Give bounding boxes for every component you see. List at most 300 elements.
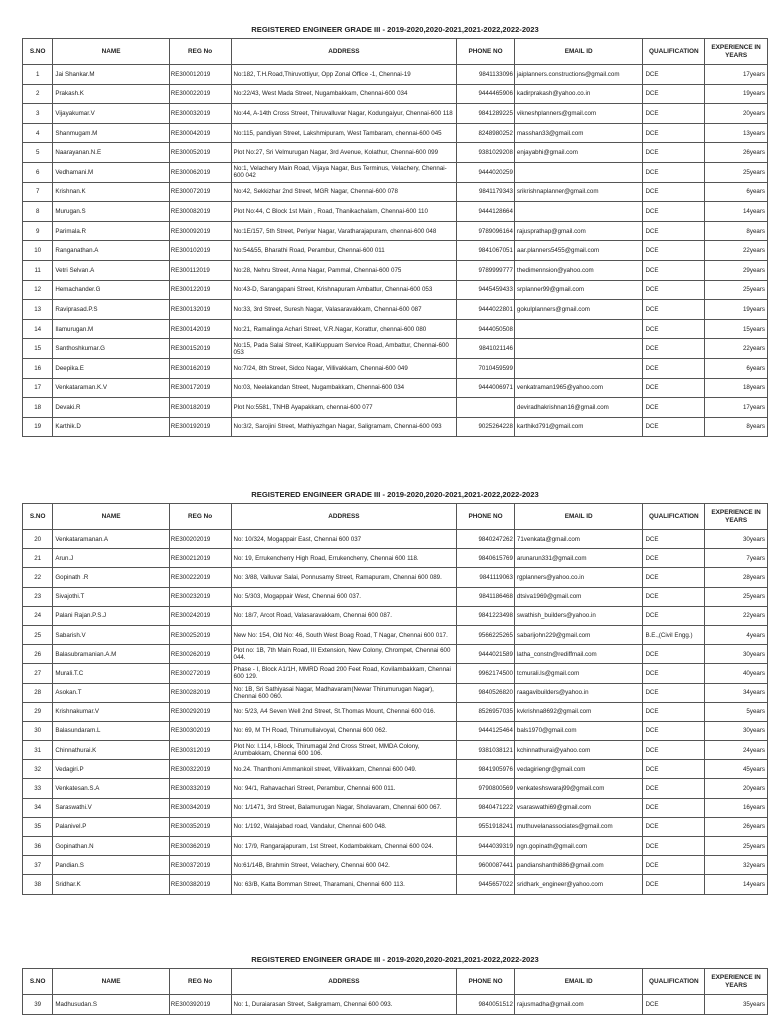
register-section-1 [22,22,768,437]
cell-name: Saraswathi.V [53,798,169,817]
cell-sno: 17 [23,378,53,398]
cell-phone: 9840526820 [457,683,515,702]
cell-phone: 9840471222 [457,798,515,817]
cell-qualification: DCE [643,817,705,836]
cell-reg: RE300352019 [169,817,231,836]
cell-name: Hemachander.G [53,280,169,300]
cell-reg: RE300122019 [169,280,231,300]
engineer-register-table [22,503,768,895]
cell-reg: RE300312019 [169,741,231,760]
cell-name: Balasundaram.L [53,721,169,740]
cell-sno: 36 [23,837,53,856]
cell-name: Naarayanan.N.E [53,143,169,163]
cell-reg: RE300392019 [169,995,231,1015]
cell-sno: 30 [23,721,53,740]
cell-qualification: DCE [643,260,705,280]
column-header-phone: PHONE NO [457,504,515,530]
cell-sno: 20 [23,530,53,549]
cell-experience: 32years [705,856,768,875]
cell-phone: 9566225265 [457,625,515,644]
table-row [23,683,768,702]
cell-address: No:182, T.H.Road,Thiruvottiyur, Opp Zonal Office -1, Chennai-19 [231,65,457,85]
cell-email: muthuvelanassociates@gmail.com [514,817,643,836]
cell-email: srplanner99@gmail.com [514,280,643,300]
cell-address: No:42, Sekkizhar 2nd Street, MGR Nagar, Chennai-600 078 [231,182,457,202]
table-header-row [23,504,768,530]
cell-phone: 9789096164 [457,221,515,241]
cell-reg: RE300162019 [169,358,231,378]
cell-qualification: DCE [643,568,705,587]
cell-phone: 9841223498 [457,606,515,625]
cell-name: Sivajothi.T [53,587,169,606]
cell-experience: 14years [705,875,768,894]
cell-email [514,358,643,378]
cell-name: Sabarish.V [53,625,169,644]
cell-name: Vijayakumar.V [53,104,169,124]
cell-experience: 22years [705,339,768,359]
cell-email: raagavibuilders@yahoo.in [514,683,643,702]
cell-sno: 38 [23,875,53,894]
cell-experience: 35years [705,995,768,1015]
cell-email: bals1970@gmail.com [514,721,643,740]
cell-address: No: 10/324, Mogappair East, Chennai 600 037 [231,530,457,549]
section-title: REGISTERED ENGINEER GRADE III - 2019-2020,2020-2021,2021-2022,2022-2023 [251,490,539,499]
table-header-row [23,969,768,995]
cell-address: No:3/2, Sarojini Street, Mathiyazhgan Nagar, Saligramam, Chennai-600 093 [231,417,457,437]
cell-qualification: DCE [643,549,705,568]
cell-email: karthikd791@gmail.com [514,417,643,437]
cell-sno: 3 [23,104,53,124]
cell-experience: 22years [705,606,768,625]
cell-email: jaiplanners.constructions@gmail.com [514,65,643,85]
column-header-name: NAME [53,969,169,995]
cell-name: Palanivel.P [53,817,169,836]
cell-qualification: DCE [643,300,705,320]
cell-sno: 10 [23,241,53,261]
cell-qualification: DCE [643,65,705,85]
cell-reg: RE300232019 [169,587,231,606]
column-header-address: ADDRESS [231,39,457,65]
column-header-reg: REG No [169,504,231,530]
cell-email: venkateshswaraj99@gmail.com [514,779,643,798]
table-row [23,995,768,1015]
cell-experience: 5years [705,702,768,721]
table-row [23,856,768,875]
cell-address: No:43-D, Sarangapani Street, Krishnapuram Ambattur, Chennai-600 053 [231,280,457,300]
cell-experience: 6years [705,182,768,202]
cell-name: Krishnan.K [53,182,169,202]
cell-experience: 16years [705,798,768,817]
cell-phone: 9841179343 [457,182,515,202]
cell-address: No:115, pandiyan Street, Lakshmipuram, West Tambaram, chennai-600 045 [231,123,457,143]
table-row [23,280,768,300]
cell-email: arunarun331@gmail.com [514,549,643,568]
cell-reg: RE300032019 [169,104,231,124]
cell-qualification: DCE [643,779,705,798]
cell-qualification: DCE [643,339,705,359]
cell-reg: RE300142019 [169,319,231,339]
cell-experience: 26years [705,143,768,163]
cell-name: Pandian.S [53,856,169,875]
cell-email: srikrishnaplanner@gmail.com [514,182,643,202]
cell-name: Gopinath .R [53,568,169,587]
cell-sno: 9 [23,221,53,241]
cell-name: Deepika.E [53,358,169,378]
cell-experience: 8years [705,417,768,437]
cell-email [514,162,643,182]
column-header-address: ADDRESS [231,504,457,530]
cell-sno: 15 [23,339,53,359]
cell-address: Plot No:27, Sri Velmurugan Nagar, 3rd Avenue, Kolathur, Chennai-600 099 [231,143,457,163]
cell-email: sridhark_engineer@yahoo.com [514,875,643,894]
cell-address: Plot No:44, C Block 1st Main , Road, Thanikachalam, Chennai-600 110 [231,202,457,222]
cell-reg: RE300082019 [169,202,231,222]
column-header-sno: S.NO [23,969,53,995]
cell-email: rgplanners@yahoo.co.in [514,568,643,587]
cell-reg: RE300302019 [169,721,231,740]
cell-address: No: 69, M TH Road, Thirumullaivoyal, Chennai 600 062. [231,721,457,740]
cell-phone: 9444465906 [457,84,515,104]
cell-reg: RE300012019 [169,65,231,85]
cell-reg: RE300382019 [169,875,231,894]
cell-qualification: DCE [643,398,705,418]
cell-qualification: DCE [643,530,705,549]
cell-sno: 37 [23,856,53,875]
column-header-phone: PHONE NO [457,969,515,995]
cell-phone: 9444021589 [457,645,515,664]
cell-sno: 5 [23,143,53,163]
cell-reg: RE300252019 [169,625,231,644]
cell-reg: RE300212019 [169,549,231,568]
cell-sno: 25 [23,625,53,644]
table-row [23,162,768,182]
column-header-name: NAME [53,504,169,530]
cell-email: aar.planners5455@gmail.com [514,241,643,261]
cell-reg: RE300192019 [169,417,231,437]
cell-experience: 25years [705,837,768,856]
cell-email: kadirprakash@yahoo.co.in [514,84,643,104]
cell-sno: 13 [23,300,53,320]
cell-reg: RE300182019 [169,398,231,418]
table-row [23,84,768,104]
cell-email: dtsiva1969@gmail.com [514,587,643,606]
cell-reg: RE300362019 [169,837,231,856]
cell-sno: 7 [23,182,53,202]
cell-qualification: DCE [643,104,705,124]
cell-qualification: DCE [643,760,705,779]
cell-name: Vedagiri.P [53,760,169,779]
cell-sno: 24 [23,606,53,625]
cell-reg: RE300102019 [169,241,231,261]
cell-address: Plot No:5581, TNHB Ayapakkam, chennai-600 077 [231,398,457,418]
cell-name: Murugan.S [53,202,169,222]
table-row [23,319,768,339]
cell-name: Raviprasad.P.S [53,300,169,320]
table-row [23,549,768,568]
cell-reg: RE300112019 [169,260,231,280]
cell-sno: 12 [23,280,53,300]
cell-qualification: DCE [643,319,705,339]
cell-email: swathish_builders@yahoo.in [514,606,643,625]
cell-name: Vetri Selvan.A [53,260,169,280]
cell-phone: 9841186468 [457,587,515,606]
cell-phone: 9840615769 [457,549,515,568]
cell-qualification: DCE [643,995,705,1015]
table-row [23,143,768,163]
cell-reg: RE300372019 [169,856,231,875]
cell-phone: 9444128664 [457,202,515,222]
cell-phone: 9025264228 [457,417,515,437]
cell-address: Plot No: I.114, I-Block, Thirumagal 2nd Cross Street, MMDA Colony, Arumbakkam, Chennai 600 106. [231,741,457,760]
cell-phone: 9444022801 [457,300,515,320]
cell-address: No.24. Thanthoni Ammankoil street, Villivakkam, Chennai 600 049. [231,760,457,779]
cell-name: Devaki.R [53,398,169,418]
cell-reg: RE300332019 [169,779,231,798]
cell-reg: RE300172019 [169,378,231,398]
cell-phone: 7010459599 [457,358,515,378]
cell-phone: 9840051512 [457,995,515,1015]
cell-qualification: DCE [643,606,705,625]
cell-sno: 22 [23,568,53,587]
cell-email: 71venkata@gmail.com [514,530,643,549]
cell-address: No:1, Velachery Main Road, Vijaya Nagar, Bus Terminus, Velachery, Chennai-600 042 [231,162,457,182]
cell-address: No:61/14B, Brahmin Street, Velachery, Chennai 600 042. [231,856,457,875]
cell-experience: 25years [705,280,768,300]
cell-name: Prakash.K [53,84,169,104]
table-row [23,182,768,202]
column-header-qualification: QUALIFICATION [643,504,705,530]
cell-email: kchinnathurai@yahoo.com [514,741,643,760]
cell-name: Asokan.T [53,683,169,702]
cell-qualification: DCE [643,798,705,817]
cell-name: Shanmugam.M [53,123,169,143]
cell-experience: 29years [705,260,768,280]
cell-email: vsaraswathi69@gmail.com [514,798,643,817]
cell-reg: RE300092019 [169,221,231,241]
table-row [23,241,768,261]
cell-email: rajusprathap@gmail.com [514,221,643,241]
cell-email: tcmurali.ls@gmail.com [514,664,643,683]
column-header-phone: PHONE NO [457,39,515,65]
cell-phone: 9841067051 [457,241,515,261]
cell-address: No: 5/303, Mogappair West, Chennai 600 037. [231,587,457,606]
cell-sno: 35 [23,817,53,836]
cell-experience: 20years [705,104,768,124]
table-row [23,798,768,817]
cell-experience: 4years [705,625,768,644]
column-header-sno: S.NO [23,504,53,530]
cell-qualification: DCE [643,856,705,875]
cell-qualification: DCE [643,358,705,378]
cell-name: Vedhamani.M [53,162,169,182]
table-row [23,398,768,418]
cell-name: Venkataraman.K.V [53,378,169,398]
cell-sno: 39 [23,995,53,1015]
cell-phone: 8248980252 [457,123,515,143]
cell-name: Arun.J [53,549,169,568]
cell-reg: RE300292019 [169,702,231,721]
cell-qualification: DCE [643,162,705,182]
cell-address: No:03, Neelakandan Street, Nugambakkam, Chennai-600 034 [231,378,457,398]
cell-phone: 9444050508 [457,319,515,339]
cell-reg: RE300052019 [169,143,231,163]
cell-experience: 24years [705,741,768,760]
cell-address: No: 1, Duraiarasan Street, Saligramam, Chennai 600 093. [231,995,457,1015]
cell-name: Parimala.R [53,221,169,241]
cell-email: sabarijohn229@gmail.com [514,625,643,644]
cell-email: latha_constn@rediffmail.com [514,645,643,664]
cell-qualification: DCE [643,417,705,437]
cell-sno: 1 [23,65,53,85]
column-header-email: EMAIL ID [514,39,643,65]
cell-experience: 28years [705,568,768,587]
cell-address: No:22/43, West Mada Street, Nugambakkam, Chennai-600 034 [231,84,457,104]
cell-reg: RE300152019 [169,339,231,359]
cell-address: No:21, Ramalinga Achari Street, V.R.Nagar, Korattur, chennai-600 080 [231,319,457,339]
cell-sno: 2 [23,84,53,104]
cell-name: Venkataramanan.A [53,530,169,549]
cell-phone: 9841905976 [457,760,515,779]
cell-phone [457,398,515,418]
cell-qualification: DCE [643,202,705,222]
cell-experience: 17years [705,65,768,85]
cell-phone: 9962174500 [457,664,515,683]
cell-experience: 13years [705,123,768,143]
register-section-2 [22,487,768,895]
cell-qualification: DCE [643,664,705,683]
table-row [23,645,768,664]
cell-experience: 25years [705,162,768,182]
column-header-name: NAME [53,39,169,65]
cell-sno: 32 [23,760,53,779]
table-row [23,587,768,606]
cell-reg: RE300042019 [169,123,231,143]
cell-email: pandianshanthi886@gmail.com [514,856,643,875]
cell-reg: RE300022019 [169,84,231,104]
cell-phone: 9790800569 [457,779,515,798]
cell-address: No:44, A-14th Cross Street, Thiruvalluvar Nagar, Kodungaiyur, Chennai-600 118 [231,104,457,124]
cell-phone: 9445657022 [457,875,515,894]
table-row [23,358,768,378]
cell-email: enjayabhi@gmail.com [514,143,643,163]
table-row [23,779,768,798]
cell-phone: 9445459433 [457,280,515,300]
table-row [23,760,768,779]
cell-address: No:15, Pada Salai Street, KalliKuppuam Service Road, Ambattur, Chennai-600 053 [231,339,457,359]
column-header-address: ADDRESS [231,969,457,995]
cell-qualification: B.E.,(Civil Engg.) [643,625,705,644]
table-row [23,817,768,836]
table-row [23,65,768,85]
column-header-experience: EXPERIENCE IN YEARS [705,969,768,995]
cell-experience: 30years [705,530,768,549]
cell-sno: 29 [23,702,53,721]
cell-phone: 9841119063 [457,568,515,587]
cell-qualification: DCE [643,378,705,398]
cell-address: No: 1B, Sri Sathiyasai Nagar, Madhavaram(Newar Thirumurugan Nagar), Chennai 600 060. [231,683,457,702]
cell-sno: 18 [23,398,53,418]
cell-reg: RE300132019 [169,300,231,320]
cell-email: vikneshplanners@gmail.com [514,104,643,124]
table-row [23,123,768,143]
cell-sno: 27 [23,664,53,683]
cell-phone: 9789999777 [457,260,515,280]
cell-qualification: DCE [643,123,705,143]
cell-email [514,319,643,339]
cell-qualification: DCE [643,645,705,664]
cell-qualification: DCE [643,721,705,740]
cell-qualification: DCE [643,587,705,606]
cell-phone: 9444020259 [457,162,515,182]
cell-experience: 34years [705,683,768,702]
cell-address: No:28, Nehru Street, Anna Nagar, Pammal, Chennai-600 075 [231,260,457,280]
cell-experience: 6years [705,358,768,378]
cell-address: No: 3/88, Valluvar Salai, Ponnusamy Street, Ramapuram, Chennai 600 089. [231,568,457,587]
table-row [23,104,768,124]
cell-experience: 15years [705,319,768,339]
cell-experience: 26years [705,817,768,836]
cell-email: kvkrishna8692@gmail.com [514,702,643,721]
cell-reg: RE300072019 [169,182,231,202]
table-row [23,260,768,280]
table-row [23,721,768,740]
cell-name: Murali.T.C [53,664,169,683]
cell-email: deviradhakrishnan16@gmail.com [514,398,643,418]
column-header-reg: REG No [169,39,231,65]
cell-address: New No: 154, Old No: 46, South West Boag Road, T Nagar, Chennai 600 017. [231,625,457,644]
cell-name: Venkatesan.S.A [53,779,169,798]
cell-qualification: DCE [643,84,705,104]
cell-qualification: DCE [643,702,705,721]
table-row [23,202,768,222]
table-row [23,625,768,644]
cell-qualification: DCE [643,875,705,894]
cell-address: No: 18/7, Arcot Road, Valasaravakkam, Chennai 600 087. [231,606,457,625]
cell-email: masshan33@gmail.com [514,123,643,143]
cell-email: gokulplanners@gmail.com [514,300,643,320]
cell-address: No: 63/B, Katta Bomman Street, Tharamani, Chennai 600 113. [231,875,457,894]
cell-qualification: DCE [643,280,705,300]
cell-address: Phase - I, Block A1/1H, MMRD Road 200 Feet Road, Kovilambakkam, Chennai 600 129. [231,664,457,683]
cell-name: Palani Rajan.P.S.J [53,606,169,625]
table-row [23,417,768,437]
table-row [23,741,768,760]
cell-reg: RE300322019 [169,760,231,779]
cell-experience: 19years [705,300,768,320]
cell-reg: RE300272019 [169,664,231,683]
column-header-email: EMAIL ID [514,969,643,995]
cell-sno: 33 [23,779,53,798]
cell-phone: 9600087441 [457,856,515,875]
cell-name: Ilamurugan.M [53,319,169,339]
cell-sno: 28 [23,683,53,702]
cell-experience: 30years [705,721,768,740]
table-row [23,606,768,625]
cell-phone: 9841133096 [457,65,515,85]
column-header-experience: EXPERIENCE IN YEARS [705,39,768,65]
cell-name: Krishnakumar.V [53,702,169,721]
table-row [23,568,768,587]
section-title: REGISTERED ENGINEER GRADE III - 2019-2020,2020-2021,2021-2022,2022-2023 [251,955,539,964]
cell-name: Santhoshkumar.G [53,339,169,359]
table-row [23,378,768,398]
cell-name: Chinnathurai.K [53,741,169,760]
column-header-experience: EXPERIENCE IN YEARS [705,504,768,530]
cell-reg: RE300062019 [169,162,231,182]
table-row [23,530,768,549]
register-section-3 [22,952,768,1015]
cell-sno: 11 [23,260,53,280]
